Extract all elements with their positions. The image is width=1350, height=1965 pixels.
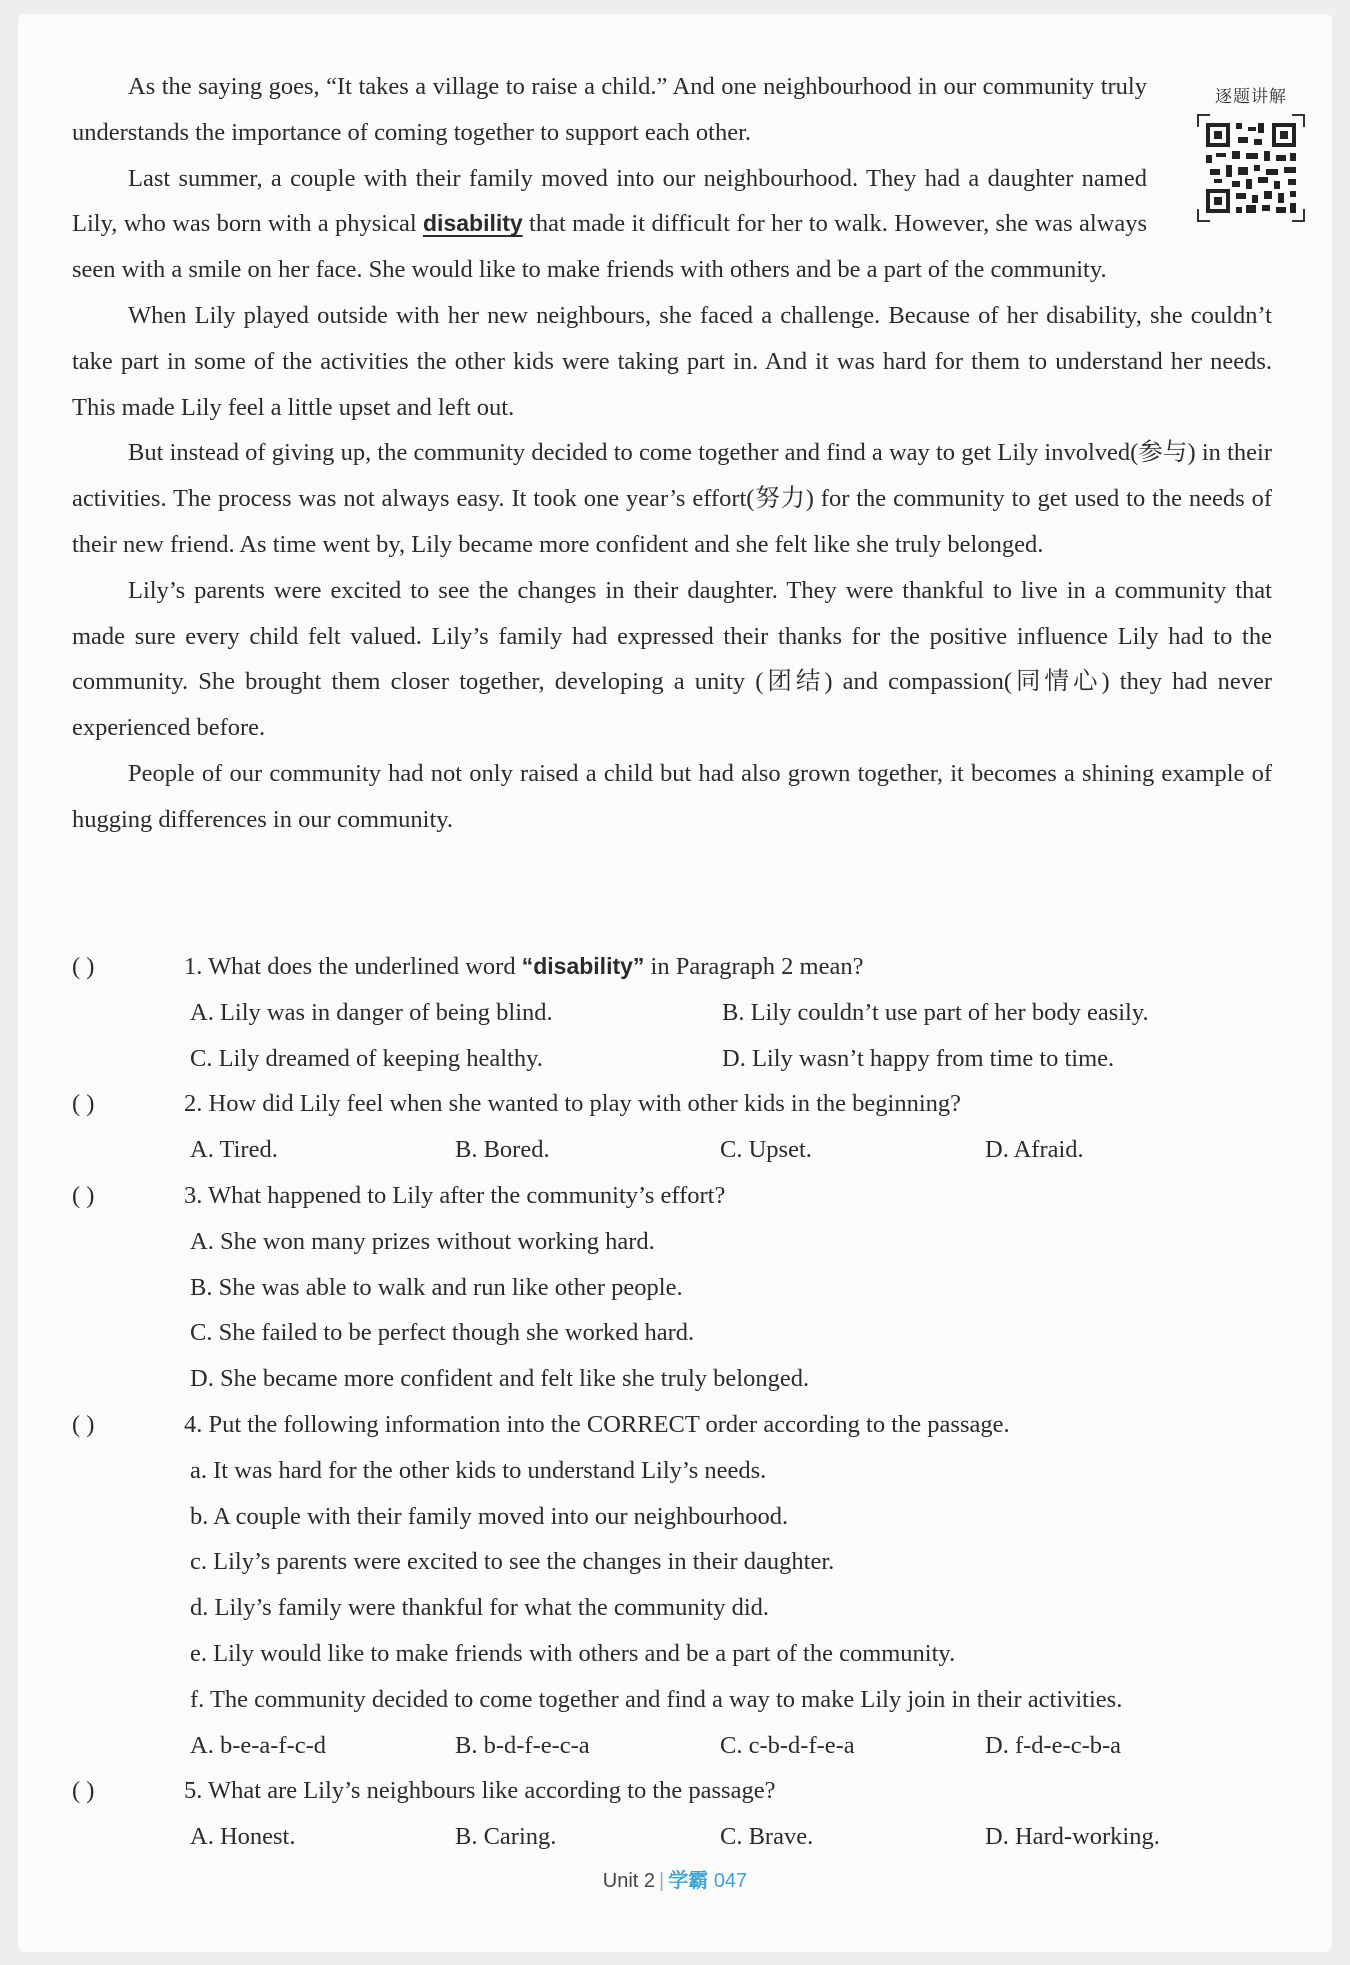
paragraph-1: As the saying goes, “It takes a village to raise a child.” And one neighbourhood in our community truly understands the importance of coming together to support each other. (72, 73, 1147, 146)
option-b[interactable]: B. b-d-f-e-c-a (455, 1731, 590, 1759)
qr-label: 逐题讲解 (1215, 87, 1287, 107)
options (72, 1036, 1282, 1082)
option-d[interactable]: D. She became more confident and felt like she truly belonged. (190, 1365, 810, 1393)
answer-blank[interactable]: ( ) (72, 953, 95, 980)
option-b[interactable]: B. She was able to walk and run like other people. (190, 1273, 683, 1301)
order-item-b: b. A couple with their family moved into our neighbourhood. (190, 1502, 789, 1530)
paragraph-2 (72, 156, 1272, 293)
paragraph-3: When Lily played outside with her new neighbours, she faced a challenge. Because of her disability, she couldn’t take part in some of the activities the other kids were taking part in. And it was hard for them to understand her needs. This made Lily feel a little upset and left out. (72, 301, 1272, 421)
option-d[interactable]: D. Afraid. (985, 1136, 1084, 1164)
unit-label: Unit 2 (602, 1870, 656, 1892)
bold-word: “disability” (521, 953, 645, 979)
order-item-a: a. It was hard for the other kids to understand Lily’s needs. (190, 1456, 767, 1484)
options (72, 1814, 1282, 1860)
answer-blank[interactable]: ( ) (72, 1777, 95, 1805)
option-c[interactable]: C. c-b-d-f-e-a (720, 1731, 855, 1759)
option-d[interactable]: D. Lily wasn’t happy from time to time. (722, 1044, 1115, 1072)
option-a[interactable]: A. b-e-a-f-c-d (190, 1731, 327, 1759)
paragraph-5: Lily’s parents were excited to see the changes in their daughter. They were thankful to live in a community that made sure every child felt valued. Lily’s family had expressed their thanks for the positive influence Lily had to the community. She brought them closer together, developing a unity (团结) and compassion(同情心) they had never experienced before. (72, 576, 1272, 742)
question-3 (72, 1173, 1282, 1402)
option-a[interactable]: A. Lily was in danger of being blind. (190, 998, 553, 1026)
question-5 (72, 1768, 1282, 1860)
option-b[interactable]: B. Lily couldn’t use part of her body easily. (722, 998, 1149, 1026)
question-2 (72, 1081, 1282, 1173)
question-stem: 5. What are Lily’s neighbours like according to the passage? (184, 1777, 776, 1805)
answer-blank[interactable]: ( ) (72, 1181, 95, 1209)
underlined-word: disability (423, 210, 523, 237)
option-d[interactable]: D. f-d-e-c-b-a (985, 1731, 1122, 1759)
option-a[interactable]: A. Tired. (190, 1136, 278, 1164)
option-c[interactable]: C. Upset. (720, 1136, 812, 1164)
question-stem: 1. What does the underlined word “disability” in Paragraph 2 mean? (184, 953, 864, 980)
option-c[interactable]: C. Lily dreamed of keeping healthy. (190, 1044, 543, 1072)
question-4 (72, 1402, 1282, 1768)
option-b[interactable]: B. Bored. (455, 1136, 550, 1164)
question-stem: 3. What happened to Lily after the community’s effort? (184, 1181, 726, 1209)
options (72, 1723, 1282, 1769)
paragraph-2-text-a: Last summer, a couple with their family moved into our neighbourhood. They had a daughter named Lily, who was born with a physical (72, 164, 1147, 238)
option-a[interactable]: A. She won many prizes without working hard. (190, 1227, 655, 1255)
answer-blank[interactable]: ( ) (72, 1090, 95, 1118)
option-c[interactable]: C. She failed to be perfect though she worked hard. (190, 1319, 695, 1347)
brand-label: 学霸 (668, 1870, 709, 1892)
question-stem: 4. Put the following information into the CORRECT order according to the passage. (184, 1410, 1010, 1438)
paragraph-2-text-b: that made it difficult for her to walk. However, she was always seen with a smile on her face. She would like to make friends with others and be a part of the community. (72, 210, 1147, 284)
option-d[interactable]: D. Hard-working. (985, 1823, 1160, 1851)
question-list (72, 944, 1282, 1860)
question-1 (72, 944, 1282, 1081)
page-footer (0, 1864, 1350, 1893)
answer-blank[interactable]: ( ) (72, 1410, 95, 1438)
footer-divider: | (659, 1870, 665, 1892)
order-item-d: d. Lily’s family were thankful for what the community did. (190, 1594, 770, 1622)
options (72, 990, 1282, 1036)
order-item-c: c. Lily’s parents were excited to see the changes in their daughter. (190, 1548, 835, 1576)
options (72, 1127, 1282, 1173)
paragraph-4: But instead of giving up, the community decided to come together and find a way to get Lily involved(参与) in their activities. The process was not always easy. It took one year’s effort(努力) for the community to get used to the needs of their new friend. As time went by, Lily became more confident and she felt like she truly belonged. (72, 439, 1272, 558)
option-b[interactable]: B. Caring. (455, 1823, 557, 1851)
paragraph-6: People of our community had not only raised a child but had also grown together, it becomes a shining example of hugging differences in our community. (72, 759, 1272, 833)
option-c[interactable]: C. Brave. (720, 1823, 814, 1851)
reading-passage (72, 64, 1272, 843)
order-item-e: e. Lily would like to make friends with others and be a part of the community. (190, 1639, 956, 1667)
page-number: 047 (713, 1870, 748, 1892)
option-a[interactable]: A. Honest. (190, 1823, 296, 1851)
question-stem: 2. How did Lily feel when she wanted to play with other kids in the beginning? (184, 1090, 962, 1118)
order-item-f: f. The community decided to come together and find a way to make Lily join in their activities. (190, 1685, 1123, 1713)
